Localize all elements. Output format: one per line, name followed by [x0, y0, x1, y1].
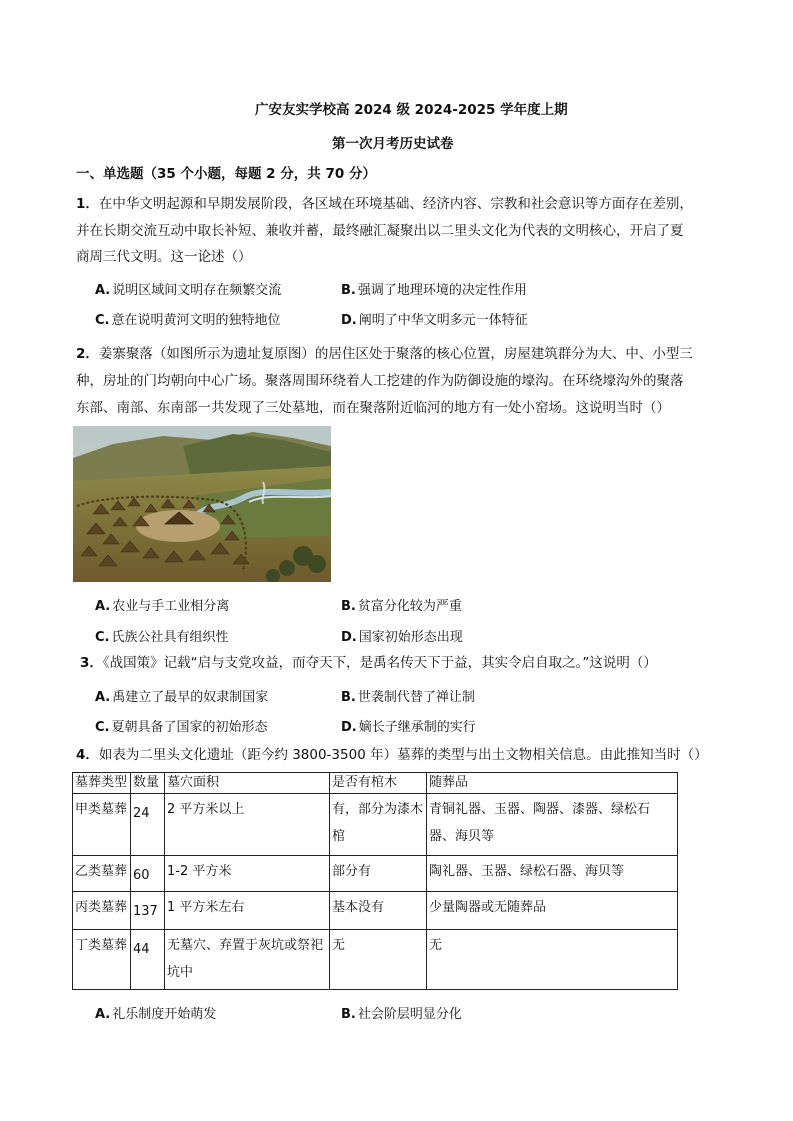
- q2-option-b[interactable]: [341, 595, 462, 614]
- question-3: [80, 650, 657, 677]
- option-text: 礼乐制度开始萌发: [112, 1007, 217, 1022]
- q1-option-d[interactable]: [341, 309, 528, 328]
- option-text: 强调了地理环境的决定性作用: [357, 283, 527, 298]
- option-letter: D.: [341, 720, 357, 735]
- option-text: 氏族公社具有组织性: [111, 630, 229, 645]
- column-header: 墓穴面积: [165, 773, 330, 794]
- cell-area: 1 平方米左右: [165, 892, 330, 930]
- option-text: 夏朝具备了国家的初始形态: [111, 720, 268, 735]
- question-text: 《战国策》记载“启与支党攻益，而夺天下，是禹名传天下于益，其实令启自取之。”这说明（）: [102, 655, 657, 671]
- option-text: 贫富分化较为严重: [357, 599, 462, 614]
- cell-goods: 青铜礼器、玉器、陶器、漆器、绿松石器、海贝等: [427, 794, 678, 856]
- question-1-line3: 商周三代文明。这一论述（）: [76, 249, 252, 265]
- q1-option-b[interactable]: [341, 279, 527, 298]
- option-letter: A.: [95, 1007, 111, 1022]
- q2-option-d[interactable]: [341, 626, 463, 645]
- column-header: 墓葬类型: [73, 773, 131, 794]
- question-number: 1．: [76, 196, 99, 212]
- burial-table: [72, 772, 678, 990]
- option-text: 农业与手工业相分离: [112, 599, 230, 614]
- option-text: 嫡长子继承制的实行: [358, 720, 476, 735]
- cell-count: 137: [131, 892, 165, 930]
- option-letter: C.: [95, 720, 110, 735]
- column-header: 随葬品: [427, 773, 678, 794]
- q4-option-b[interactable]: [341, 1003, 462, 1022]
- table-row: [73, 892, 678, 930]
- q1-option-c[interactable]: [95, 309, 281, 328]
- q3-option-b[interactable]: [341, 686, 475, 705]
- section-heading: 一、单选题（35 个小题，每题 2 分，共 70 分）: [76, 166, 376, 182]
- question-1: [76, 191, 693, 218]
- cell-area: 2 平方米以上: [165, 794, 330, 856]
- column-header: 数量: [131, 773, 165, 794]
- option-letter: C.: [95, 313, 110, 328]
- option-text: 社会阶层明显分化: [357, 1007, 462, 1022]
- question-text: 如表为二里头文化遗址（距今约 3800-3500 年）墓葬的类型与出土文物相关信息。由此推知当时（）: [98, 747, 708, 763]
- option-text: 国家初始形态出现: [358, 630, 463, 645]
- cell-type: 丁类墓葬: [73, 930, 131, 990]
- option-letter: B.: [341, 599, 356, 614]
- cell-coffin: 基本没有: [330, 892, 427, 930]
- option-letter: D.: [341, 630, 357, 645]
- q3-option-c[interactable]: [95, 716, 268, 735]
- cell-area: 1-2 平方米: [165, 856, 330, 892]
- cell-type: 甲类墓葬: [73, 794, 131, 856]
- cell-coffin: 部分有: [330, 856, 427, 892]
- question-text: 在中华文明起源和早期发展阶段，各区域在环境基础、经济内容、宗教和社会意识等方面存在差别，: [98, 196, 693, 212]
- table-header-row: [73, 773, 678, 794]
- cell-type: 丙类墓葬: [73, 892, 131, 930]
- question-2-line2: 种，房址的门均朝向中心广场。聚落周围环绕着人工挖建的作为防御设施的壕沟。在环绕壕沟外的聚落: [76, 373, 684, 389]
- q1-option-a[interactable]: [95, 279, 281, 298]
- option-text: 说明区域间文明存在频繁交流: [112, 283, 282, 298]
- cell-goods: 少量陶器或无随葬品: [427, 892, 678, 930]
- option-text: 世袭制代替了禅让制: [357, 690, 475, 705]
- table-row: [73, 856, 678, 892]
- option-text: 阐明了中华文明多元一体特征: [358, 313, 528, 328]
- question-1-line2: 并在长期交流互动中取长补短、兼收并蓄，最终融汇凝聚出以二里头文化为代表的文明核心，开启了夏: [76, 223, 684, 239]
- cell-count: 44: [131, 930, 165, 990]
- cell-type: 乙类墓葬: [73, 856, 131, 892]
- option-letter: D.: [341, 313, 357, 328]
- question-text: 姜寨聚落（如图所示为遗址复原图）的居住区处于聚落的核心位置，房屋建筑群分为大、中、小型三: [98, 346, 693, 362]
- option-letter: A.: [95, 690, 111, 705]
- table-row: [73, 930, 678, 990]
- question-number: 4．: [76, 747, 99, 763]
- exam-title-line1: 广安友实学校高 2024 级 2024-2025 学年度上期: [255, 102, 568, 118]
- q3-option-a[interactable]: [95, 686, 268, 705]
- table-row: [73, 794, 678, 856]
- cell-count: 24: [131, 794, 165, 856]
- q4-option-a[interactable]: [95, 1003, 216, 1022]
- cell-coffin: 有，部分为漆木棺: [330, 794, 427, 856]
- cell-goods: 无: [427, 930, 678, 990]
- cell-area: 无墓穴、弃置于灰坑或祭祀坑中: [165, 930, 330, 990]
- option-text: 禹建立了最早的奴隶制国家: [112, 690, 269, 705]
- option-text: 意在说明黄河文明的独特地位: [111, 313, 281, 328]
- option-letter: B.: [341, 690, 356, 705]
- option-letter: A.: [95, 599, 111, 614]
- q2-option-a[interactable]: [95, 595, 229, 614]
- option-letter: B.: [341, 1007, 356, 1022]
- option-letter: A.: [95, 283, 111, 298]
- cell-count: 60: [131, 856, 165, 892]
- question-2-line3: 东部、南部、东南部一共发现了三处墓地，而在聚落附近临河的地方有一处小窑场。这说明当时（）: [76, 400, 670, 416]
- q3-option-d[interactable]: [341, 716, 476, 735]
- question-number: 2．: [76, 346, 99, 362]
- question-number: 3．: [80, 655, 103, 671]
- jiangzhai-settlement-illustration: [73, 426, 331, 582]
- option-letter: B.: [341, 283, 356, 298]
- cell-goods: 陶礼器、玉器、绿松石器、海贝等: [427, 856, 678, 892]
- option-letter: C.: [95, 630, 110, 645]
- column-header: 是否有棺木: [330, 773, 427, 794]
- exam-title-line2: 第一次月考历史试卷: [332, 136, 454, 152]
- question-4: [76, 742, 708, 769]
- q2-option-c[interactable]: [95, 626, 229, 645]
- question-2: [76, 341, 693, 368]
- cell-coffin: 无: [330, 930, 427, 990]
